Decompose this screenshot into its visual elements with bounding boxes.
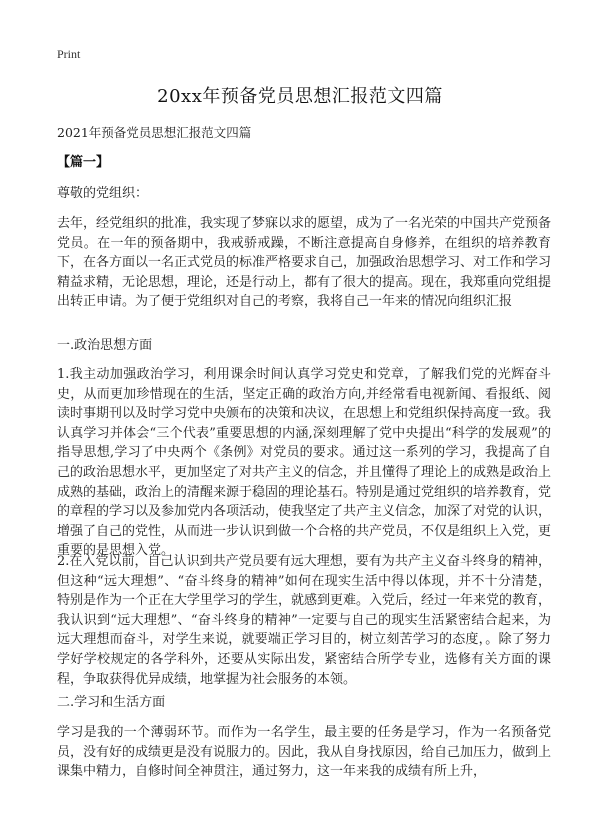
section-tag: 【篇一】 [57,155,110,170]
document-title: 20xx年预备党员思想汇报范文四篇 [157,86,443,107]
paragraph-study: 学习是我的一个薄弱环节。而作为一名学生，最主要的任务是学习，作为一名预备党员，没有好的成绩更是没有说服力的。因此，我从自身找原因，给自己加压力，做到上课集中精力，自修时间全神贯注，通过努力，这一年来我的成绩有所上升， [57,725,552,780]
heading-study-life: 二.学习和生活方面 [57,695,166,710]
print-label: Print [57,47,81,61]
heading-political: 一.政治思想方面 [57,338,153,353]
salutation: 尊敬的党组织： [57,186,149,201]
paragraph-ideals: 2.在入党以前，自己认识到共产党员要有远大理想，要有为共产主义奋斗终身的精神，但这种“远大理想”、“奋斗终身的精神”如何在现实生活中得以体现，并不十分清楚，特别是作为一个正在大学里学习的学生，就感到更难。入党后，经过一年来党的教育，我认识到“远大理想”、“奋斗终身的精神”一定要与自己的现实生活紧密结合起来，为远大理想而奋斗，对学生来说，就要端正学习目的，树立刻苦学习的态度，。除了努力学好学校规定的各学科外，还要从实际出发，紧密结合所学专业，选修有关方面的课程，争取获得优异成绩，地掌握为社会服务的本领。 [57,554,552,687]
paragraph-intro: 去年，经党组织的批准，我实现了梦寐以求的愿望，成为了一名光荣的中国共产党预备党员。在一年的预备期中，我戒骄戒躁，不断注意提高自身修养，在组织的培养教育下，在各方面以一名正式党员的标准严格要求自己，加强政治思想学习、对工作和学习精益求精，无论思想，理论，还是行动上，都有了很大的提高。现在，我郑重向党组提出转正申请。为了便于党组织对自己的考察，我将自己一年来的情况向组织汇报 [57,216,552,310]
document-subtitle: 2021年预备党员思想汇报范文四篇 [57,125,252,140]
paragraph-political-study: 1.我主动加强政治学习，利用课余时间认真学习党史和党章，了解我们党的光辉奋斗史，从而更加珍惜现在的生活，坚定正确的政治方向,并经常看电视新闻、看报纸、阅读时事期刊以及时学习党中央颁布的决策和决议，在思想上和党组织保持高度一致。我认真学习并体会“三个代表”重要思想的内涵,深刻理解了党中央提出“科学的发展观”的指导思想,学习了中央两个《条例》对党员的要求。通过这一系列的学习，我提高了自己的政治思想水平，更加坚定了对共产主义的信念，并且懂得了理论上的成熟是政治上成熟的基础，政治上的清醒来源于稳固的理论基石。特别是通过党组织的培养教育，党的章程的学习以及参加党内各项活动，使我坚定了共产主义信念，加深了对党的认识，增强了自己的党性，从而进一步认识到做一个合格的共产党员，不仅是组织上入党，更重要的是思想入党。 [57,367,552,559]
